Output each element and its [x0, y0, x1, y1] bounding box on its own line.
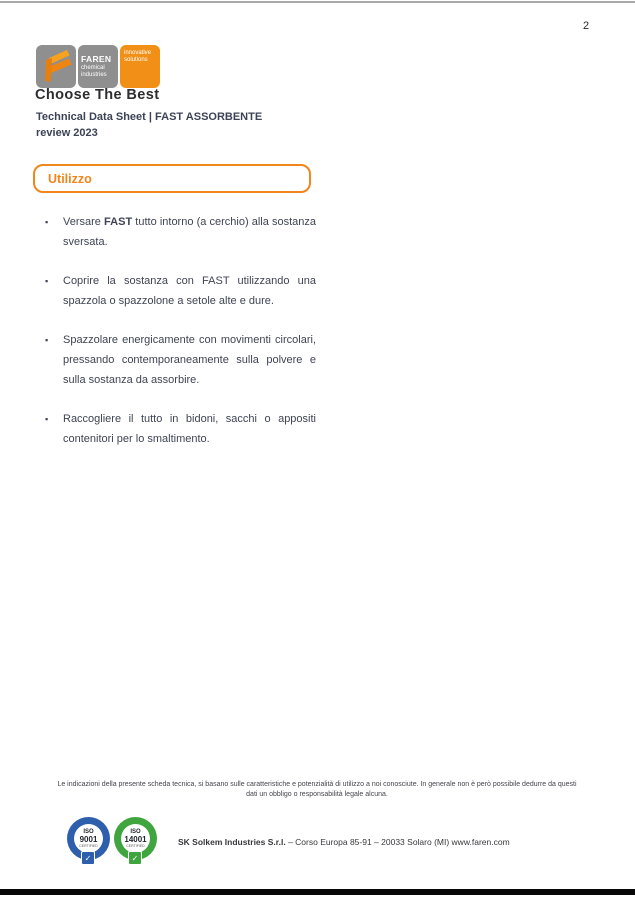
bullet-text-bold: FAST [104, 216, 133, 228]
check-icon: ✓ [81, 851, 95, 865]
bullet-text: Raccogliere il tutto in bidoni, sacchi o appositi contenitori per lo smaltimento. [63, 413, 316, 445]
bullet-icon: ▪ [45, 276, 49, 286]
company-address: – Corso Europa 85-91 – 20033 Solaro (MI) www.faren.com [285, 837, 510, 847]
section-title: Utilizzo [48, 171, 92, 186]
bullet-icon: ▪ [45, 217, 49, 227]
brand-tagline: Choose The Best [35, 87, 160, 103]
brand-name: FAREN [81, 54, 112, 64]
certification-badges [67, 817, 158, 867]
badge-org: ISO [130, 829, 141, 835]
document-title: Technical Data Sheet | FAST ASSORBENTE [36, 111, 263, 123]
company-name: SK Solkem Industries S.r.l. [178, 837, 286, 847]
bullet-text: Spazzolare energicamente con movimenti circolari, pressando contemporaneamente sulla polvere e sulla sostanza da assorbire. [63, 334, 316, 386]
badge-org: ISO [83, 829, 94, 835]
list-item [45, 271, 316, 311]
faren-logo-mark-icon [36, 45, 76, 88]
iso-14001-badge-icon [114, 817, 158, 867]
list-item [45, 330, 316, 390]
badge-number: 9001 [79, 835, 98, 844]
company-address-line [178, 837, 510, 847]
list-item [45, 212, 316, 252]
faren-brand-tile [78, 45, 118, 88]
brand-subtitle: chemical industries [81, 65, 107, 78]
footer [67, 817, 510, 867]
badge-number: 14001 [124, 835, 147, 844]
check-icon: ✓ [128, 851, 142, 865]
bullet-text: Versare [63, 216, 105, 228]
bullet-icon: ▪ [45, 414, 49, 424]
badge-certified-label: CERTIFIED [126, 844, 145, 848]
innovative-solutions-tile: innovative solutions [120, 45, 160, 88]
faren-logo [36, 45, 160, 88]
list-item [45, 409, 316, 449]
iso-9001-badge-icon [67, 817, 111, 867]
badge-certified-label: CERTIFIED [79, 844, 98, 848]
top-divider [0, 1, 635, 3]
bottom-bar [0, 889, 635, 895]
usage-bullet-list [45, 212, 316, 468]
legal-disclaimer: Le indicazioni della presente scheda tecnica, si basano sulle caratteristiche e potenzialità di utilizzo a noi conosciute. In generale non è però possibile dedurre da questi dati un obbligo o responsabilità legale alcuna. [57, 781, 577, 798]
document-revision: review 2023 [36, 127, 98, 139]
bullet-text: Coprire la sostanza con FAST utilizzando una spazzola o spazzolone a setole alte e dure. [63, 275, 316, 307]
section-header-utilizzo [33, 164, 311, 193]
bullet-text: tutto intorno (a cerchio) alla sostanza sversata. [63, 216, 317, 248]
page-number: 2 [583, 20, 590, 32]
bullet-icon: ▪ [45, 335, 49, 345]
